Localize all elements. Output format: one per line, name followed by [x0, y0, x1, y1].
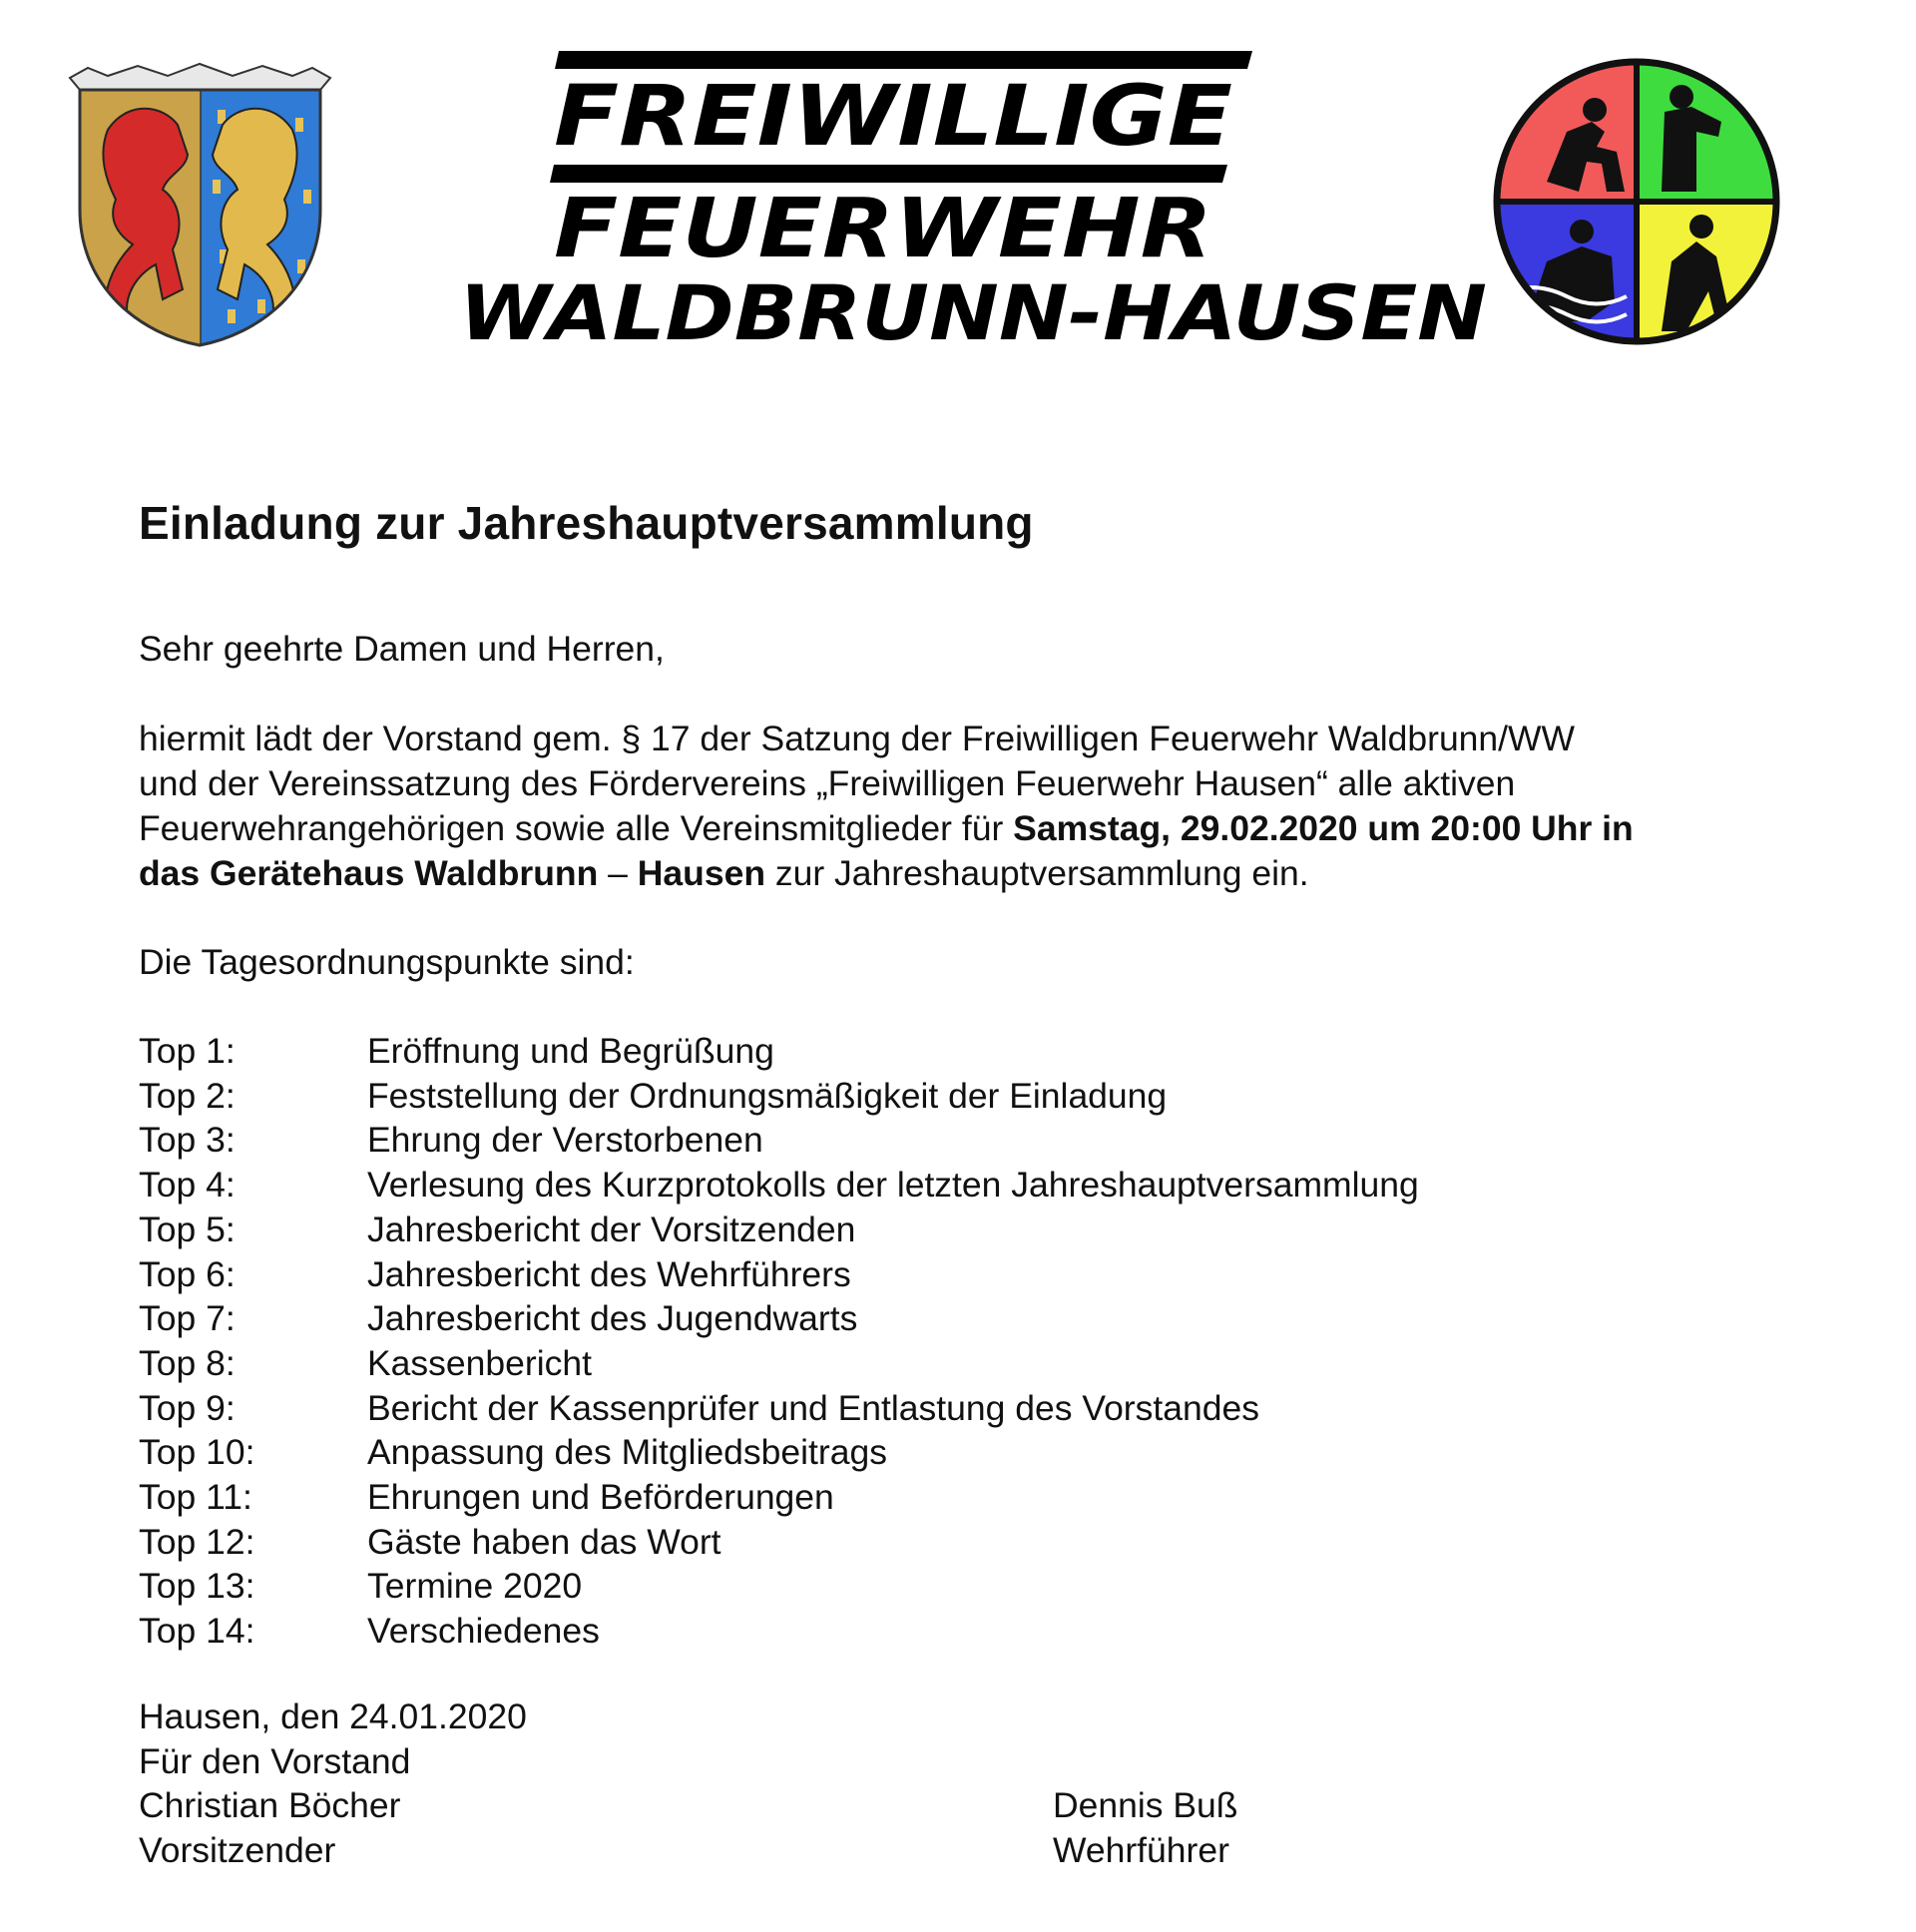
- agenda-number: Top 6:: [139, 1253, 236, 1294]
- agenda-item: [139, 1475, 1419, 1520]
- signer-left-role: Vorsitzender: [139, 1829, 336, 1870]
- agenda-text: Ehrung der Verstorbenen: [367, 1120, 763, 1161]
- agenda-item: [139, 1163, 1419, 1208]
- agenda-item: [139, 1252, 1419, 1297]
- agenda-text: Ehrungen und Beförderungen: [367, 1477, 834, 1518]
- agenda-item: [139, 1386, 1419, 1431]
- agenda-intro: Die Tagesordnungspunkte sind:: [139, 942, 635, 982]
- agenda-number: Top 10:: [139, 1432, 255, 1473]
- agenda-number: Top 2:: [139, 1075, 236, 1116]
- agenda-item: [139, 1296, 1419, 1341]
- brigade-wordmark: [439, 45, 1497, 354]
- agenda-number: Top 13:: [139, 1566, 255, 1607]
- paragraph-line-4: [139, 851, 1634, 896]
- meeting-location-b: Hausen: [637, 853, 766, 893]
- meeting-location-a: das Gerätehaus Waldbrunn: [139, 853, 599, 893]
- agenda-number: Top 4:: [139, 1165, 236, 1206]
- agenda-text: Kassenbericht: [367, 1342, 592, 1383]
- invitation-paragraph: [139, 717, 1634, 896]
- agenda-item: [139, 1341, 1419, 1386]
- agenda-number: Top 1:: [139, 1031, 236, 1071]
- place-date: Hausen, den 24.01.2020: [139, 1696, 527, 1736]
- document-title: Einladung zur Jahreshauptversammlung: [139, 497, 1034, 549]
- agenda-text: Verlesung des Kurzprotokolls der letzten Jahreshauptversammlung: [367, 1165, 1419, 1206]
- letterhead: [0, 0, 1916, 379]
- agenda-item: [139, 1609, 1419, 1654]
- signer-right-block: [1053, 1783, 1237, 1872]
- agenda-item: [139, 1208, 1419, 1252]
- agenda-item: [139, 1430, 1419, 1475]
- agenda-text: Jahresbericht der Vorsitzenden: [367, 1208, 856, 1249]
- agenda-text: Jahresbericht des Wehrführers: [367, 1253, 851, 1294]
- agenda-text: Bericht der Kassenprüfer und Entlastung des Vorstandes: [367, 1387, 1259, 1428]
- paragraph-line-4-text: zur Jahreshauptversammlung ein.: [765, 853, 1309, 893]
- paragraph-line-2: und der Vereinssatzung des Fördervereins „Freiwilligen Feuerwehr Hausen“ alle aktiven: [139, 763, 1516, 803]
- salutation: Sehr geehrte Damen und Herren,: [139, 629, 665, 669]
- agenda-number: Top 9:: [139, 1387, 236, 1428]
- wordmark-line-2: FEUERWEHR: [554, 182, 1212, 276]
- agenda-list: [139, 1029, 1419, 1654]
- paragraph-line-3-text: Feuerwehrangehörigen sowie alle Vereinsmitglieder für: [139, 808, 1014, 848]
- agenda-item: [139, 1118, 1419, 1163]
- coat-of-arms-icon: [68, 60, 332, 349]
- agenda-text: Eröffnung und Begrüßung: [367, 1031, 774, 1071]
- agenda-number: Top 7:: [139, 1298, 236, 1339]
- agenda-number: Top 3:: [139, 1120, 236, 1161]
- fire-brigade-emblem-icon: [1487, 52, 1786, 351]
- wordmark-line-3: WALDBRUNN-HAUSEN: [459, 268, 1487, 354]
- agenda-text: Gäste haben das Wort: [367, 1521, 721, 1562]
- agenda-number: Top 8:: [139, 1342, 236, 1383]
- agenda-item: [139, 1074, 1419, 1119]
- signer-left-name: Christian Böcher: [139, 1785, 401, 1825]
- signer-right-role: Wehrführer: [1053, 1829, 1229, 1870]
- agenda-item: [139, 1520, 1419, 1565]
- location-dash: –: [598, 853, 638, 893]
- agenda-text: Termine 2020: [367, 1566, 583, 1607]
- agenda-item: [139, 1029, 1419, 1074]
- agenda-number: Top 14:: [139, 1611, 255, 1652]
- agenda-text: Anpassung des Mitgliedsbeitrags: [367, 1432, 887, 1473]
- paragraph-line-3: [139, 806, 1634, 851]
- signer-right-name: Dennis Buß: [1053, 1785, 1238, 1825]
- agenda-text: Verschiedenes: [367, 1611, 600, 1652]
- agenda-text: Feststellung der Ordnungsmäßigkeit der Einladung: [367, 1075, 1168, 1116]
- agenda-number: Top 12:: [139, 1521, 255, 1562]
- on-behalf: Für den Vorstand: [139, 1740, 411, 1781]
- wordmark-line-1: FREIWILLIGE: [554, 67, 1232, 165]
- closing-block: [139, 1694, 527, 1872]
- agenda-item: [139, 1564, 1419, 1609]
- paragraph-line-1: hiermit lädt der Vorstand gem. § 17 der Satzung der Freiwilligen Feuerwehr Waldbrunn/WW: [139, 719, 1576, 758]
- agenda-number: Top 11:: [139, 1477, 252, 1518]
- agenda-number: Top 5:: [139, 1208, 236, 1249]
- meeting-date-time: Samstag, 29.02.2020 um 20:00 Uhr in: [1013, 808, 1634, 848]
- agenda-text: Jahresbericht des Jugendwarts: [367, 1298, 858, 1339]
